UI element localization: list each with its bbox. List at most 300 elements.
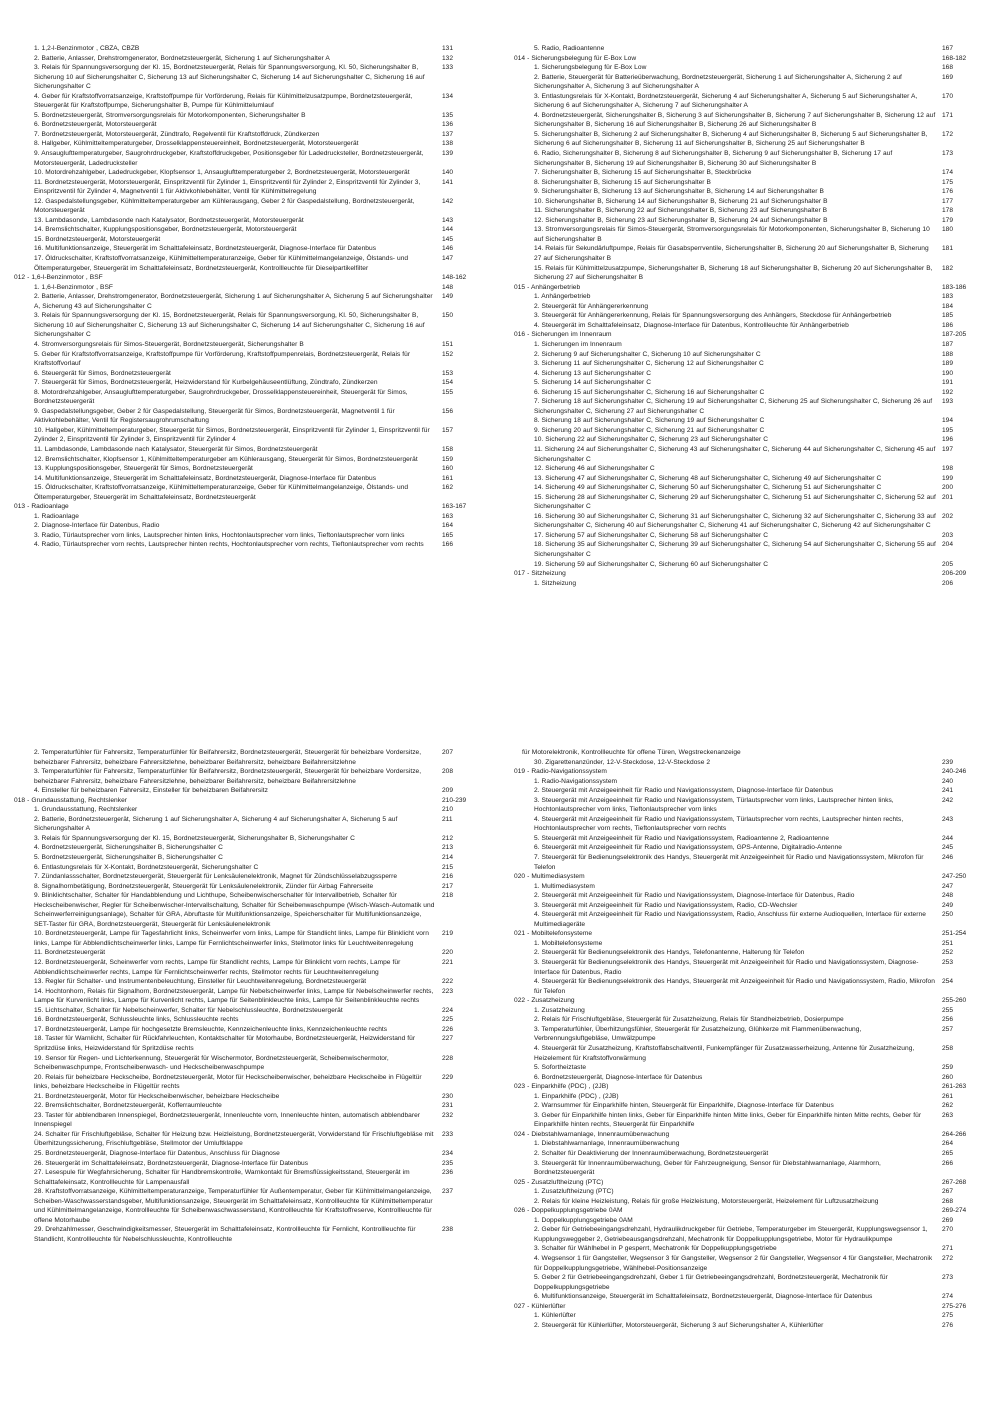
index-entry-row[interactable] bbox=[514, 483, 982, 493]
index-entry-row[interactable] bbox=[14, 483, 482, 502]
entry-page-number: 231 bbox=[442, 1102, 454, 1110]
entry-text: 5. Sofortheiztaste bbox=[534, 1064, 587, 1072]
index-entry-row[interactable] bbox=[14, 531, 482, 541]
entry-page-number: 137 bbox=[442, 130, 454, 138]
index-entry-row[interactable] bbox=[14, 149, 482, 168]
index-entry-row[interactable] bbox=[514, 843, 982, 853]
index-group-row[interactable] bbox=[514, 1130, 982, 1140]
index-entry-row[interactable] bbox=[14, 111, 482, 121]
entry-text: 30. Zigarettenanzünder, 12-V-Steckdose, 12-V-Steckdose 2 bbox=[534, 758, 711, 766]
index-entry-row[interactable] bbox=[14, 987, 482, 1006]
index-entry-row[interactable] bbox=[14, 197, 482, 216]
index-group-row[interactable] bbox=[514, 283, 982, 293]
entry-text: 11. Sicherungshalter B, Sicherung 22 auf Sicherungshalter B, Sicherung 23 auf Sicherungshalter B bbox=[534, 207, 828, 215]
entry-page-number: 219 bbox=[442, 930, 454, 938]
index-entry-row[interactable] bbox=[14, 540, 482, 550]
index-entry-row[interactable] bbox=[14, 1159, 482, 1169]
entry-page-number: 242 bbox=[942, 796, 954, 804]
index-group-row[interactable] bbox=[514, 1178, 982, 1188]
index-entry-row[interactable] bbox=[14, 1015, 482, 1025]
entry-text: 020 - Multimediasystem bbox=[514, 873, 585, 881]
index-entry-row[interactable] bbox=[514, 512, 982, 531]
entry-text: 12. Sicherung 46 auf Sicherungshalter C bbox=[534, 465, 655, 473]
entry-page-number: 213 bbox=[442, 844, 454, 852]
entry-text: 3. Relais für Spannungsversorgung der Kl. 15, Bordnetzsteuergerät, Relais für Spannungsversorgung, Kl. 50, Sicherungshalter B, Sicherung 10 auf Sicherungshalter C, Sicherung 13 auf Sicherungshalter C, Sicherung 14 auf Sicherungshalter C, Sicherung 16 auf Sicherungshalter C bbox=[34, 312, 425, 339]
index-entry-row[interactable] bbox=[14, 1006, 482, 1016]
index-entry-row[interactable] bbox=[514, 225, 982, 244]
index-entry-row[interactable] bbox=[514, 939, 982, 949]
index-entry-row[interactable] bbox=[14, 1111, 482, 1130]
entry-page-number: 180 bbox=[942, 226, 954, 234]
entry-text: 5. Radio, Radioantenne bbox=[534, 45, 605, 52]
index-entry-row[interactable] bbox=[14, 283, 482, 293]
index-entry-row[interactable] bbox=[514, 302, 982, 312]
entry-page-number: 268 bbox=[942, 1197, 954, 1205]
index-entry-row[interactable] bbox=[14, 977, 482, 987]
entry-text: 1. Diebstahlwarnanlage, Innenraumüberwachung bbox=[534, 1140, 680, 1148]
index-entry-row[interactable] bbox=[14, 168, 482, 178]
index-entry-row[interactable] bbox=[514, 340, 982, 350]
index-entry-row[interactable] bbox=[514, 311, 982, 321]
index-entry-row[interactable] bbox=[514, 1254, 982, 1273]
entry-page-number: 222 bbox=[442, 978, 454, 986]
index-entry-row[interactable] bbox=[514, 1187, 982, 1197]
entry-text: 2. Steuergerät für Kühlerlüfter, Motorsteuergerät, Sicherung 3 auf Sicherungshalter A, Kühlerlüfter bbox=[534, 1321, 824, 1329]
entry-page-number: 179 bbox=[942, 216, 954, 224]
index-entry-row[interactable] bbox=[514, 1273, 982, 1292]
index-entry-row[interactable] bbox=[514, 977, 982, 996]
entry-text: 11. Bordnetzsteuergerät, Motorsteuergerät, Einspritzventil für Zylinder 1, Einspritzventil für Zylinder 2, Einspritzventil für Zylinder 3, Einspritzventil für Zylinder 4, Magnetventil 1 für Aktivkohlebehälter, Ventil für Kühlmittelregelung bbox=[34, 178, 421, 196]
entry-text: 1. Zusatzluftheizung (PTC) bbox=[534, 1188, 614, 1196]
entry-text: 13. Lambdasonde, Lambdasonde nach Katalysator, Bordnetzsteuergerät, Motorsteuergerät bbox=[34, 216, 304, 224]
index-entry-row[interactable] bbox=[514, 531, 982, 541]
entry-text: 3. Temperaturfühler, Überhitzungsfühler, Steuergerät für Zusatzheizung, Glühkerze mit Flammenüberwachung, Verbrennungsluftgebläse, Umwälzpumpe bbox=[534, 1025, 862, 1043]
index-entry-row[interactable] bbox=[514, 777, 982, 787]
index-group-row[interactable] bbox=[514, 54, 982, 64]
index-entry-row[interactable] bbox=[514, 378, 982, 388]
entry-text: 2. Temperaturfühler für Fahrersitz, Temperaturfühler für Beifahrersitz, Bordnetzsteuergerät, Steuergerät für beheizbare Vordersitze, beheizbarer Fahrersitz, beheizbare Fahrersitzlehne, beheizbarer Beifahrersitz, beheizbare Beifahrersitzlehne bbox=[34, 749, 422, 766]
index-entry-row[interactable] bbox=[514, 168, 982, 178]
index-entry-row[interactable] bbox=[514, 63, 982, 73]
index-entry-row[interactable] bbox=[514, 73, 982, 92]
index-entry-row[interactable] bbox=[14, 1225, 482, 1244]
entry-page-number: 261-263 bbox=[942, 1083, 967, 1091]
index-entry-row[interactable] bbox=[514, 853, 982, 872]
index-entry-row[interactable] bbox=[14, 1149, 482, 1159]
entry-page-number: 255 bbox=[942, 1006, 954, 1014]
index-entry-row[interactable] bbox=[14, 225, 482, 235]
entry-text: 1. 1,2-l-Benzinmotor , CBZA, CBZB bbox=[34, 45, 140, 52]
index-entry-row[interactable] bbox=[514, 130, 982, 149]
entry-text: 3. Steuergerät mit Anzeigeeinheit für Radio und Navigationssystem, Radio, CD-Wechsler bbox=[534, 901, 798, 909]
entry-page-number: 210-239 bbox=[442, 796, 467, 804]
index-entry-row[interactable] bbox=[14, 929, 482, 948]
entry-text: 14. Multifunktionsanzeige, Steuergerät im Schalttafeleinsatz, Bordnetzsteuergerät, Diagnose-Interface für Datenbus bbox=[34, 474, 377, 482]
entry-page-number: 184 bbox=[942, 302, 954, 310]
index-entry-row[interactable] bbox=[14, 254, 482, 273]
entry-page-number: 142 bbox=[442, 197, 454, 205]
index-entry-row[interactable] bbox=[14, 882, 482, 892]
entry-page-number: 276 bbox=[942, 1321, 954, 1329]
index-entry-row[interactable] bbox=[514, 1225, 982, 1244]
entry-text: 1. Radio-Navigationssystem bbox=[534, 777, 618, 785]
index-group-row[interactable] bbox=[14, 273, 482, 283]
entry-text: 27. Lesespule für Wegfahrsicherung, Schalter für Handbremskontrolle, Warnkontakt für Bremsflüssigkeitsstand, Steuergerät im Schalttafeleinsatz, Kontrollleuchte für Lampenausfall bbox=[34, 1169, 410, 1186]
index-group-row[interactable] bbox=[514, 1206, 982, 1216]
entry-text: 12. Sicherungshalter B, Sicherung 23 auf Sicherungshalter B, Sicherung 24 auf Sicherungshalter B bbox=[534, 216, 828, 224]
entry-page-number: 134 bbox=[442, 92, 454, 100]
entry-text: 5. Sicherung 14 auf Sicherungshalter C bbox=[534, 379, 652, 387]
entry-page-number: 246 bbox=[942, 854, 954, 862]
entry-page-number: 221 bbox=[442, 959, 454, 967]
index-entry-row[interactable] bbox=[514, 321, 982, 331]
index-entry-row[interactable] bbox=[14, 388, 482, 407]
entry-page-number: 211 bbox=[442, 815, 453, 823]
entry-page-number: 163 bbox=[442, 512, 454, 520]
index-entry-row[interactable] bbox=[514, 111, 982, 130]
entry-page-number: 223 bbox=[442, 987, 454, 995]
index-entry-row[interactable] bbox=[14, 63, 482, 92]
entry-page-number: 240 bbox=[942, 777, 954, 785]
index-entry-row[interactable] bbox=[514, 1292, 982, 1302]
entry-page-number: 239 bbox=[942, 758, 954, 766]
entry-page-number: 194 bbox=[942, 417, 954, 425]
entry-text: 3. Steuergerät für Innenraumüberwachung, Geber für Fahrzeugneigung, Sensor für Diebstahlwarnanlage, Alarmhorn, Bordnetzsteuergerät bbox=[534, 1159, 881, 1177]
index-entry-row[interactable] bbox=[14, 891, 482, 929]
entry-page-number: 172 bbox=[942, 130, 954, 138]
entry-text: 11. Sicherung 24 auf Sicherungshalter C, Sicherung 43 auf Sicherungshalter C, Sicherung 44 auf Sicherungshalter C, Sicherung 45 auf Sicherungshalter C bbox=[534, 445, 936, 463]
index-entry-row[interactable] bbox=[514, 1044, 982, 1063]
entry-text: 16. Sicherung 30 auf Sicherungshalter C, Sicherung 31 auf Sicherungshalter C, Sicherung 32 auf Sicherungshalter C, Sicherung 33 auf Sicherungshalter C, Sicherung 40 auf Sicherungshalter C, Sicherung 41 auf Sicherungshalter C, Sicherung 42 auf Sicherungshalter C bbox=[534, 512, 936, 530]
entry-page-number: 202 bbox=[942, 512, 954, 520]
entry-page-number: 143 bbox=[442, 216, 454, 224]
entry-page-number: 241 bbox=[942, 787, 954, 795]
entry-text: 18. Sicherung 35 auf Sicherungshalter C, Sicherung 39 auf Sicherungshalter C, Sicherung 54 auf Sicherungshalter C, Sicherung 55 auf Sicherungshalter C bbox=[534, 541, 936, 558]
entry-text: 021 - Mobiltelefonsysteme bbox=[514, 930, 593, 938]
index-entry-row[interactable] bbox=[14, 216, 482, 226]
index-group-row[interactable] bbox=[514, 996, 982, 1006]
entry-page-number: 173 bbox=[942, 150, 954, 158]
index-entry-row[interactable] bbox=[14, 958, 482, 977]
index-entry-row[interactable] bbox=[514, 796, 982, 815]
index-entry-row[interactable] bbox=[514, 464, 982, 474]
index-entry-row[interactable] bbox=[514, 1073, 982, 1083]
index-entry-row[interactable] bbox=[514, 92, 982, 111]
index-entry-row[interactable] bbox=[514, 891, 982, 901]
index-entry-row[interactable] bbox=[514, 1321, 982, 1331]
index-entry-row[interactable] bbox=[14, 1025, 482, 1035]
index-entry-row[interactable] bbox=[14, 292, 482, 311]
index-entry-row[interactable] bbox=[514, 1197, 982, 1207]
entry-page-number: 185 bbox=[942, 312, 954, 320]
index-entry-row[interactable] bbox=[14, 767, 482, 786]
index-group-row[interactable] bbox=[514, 767, 982, 777]
index-entry-row[interactable] bbox=[14, 350, 482, 369]
index-entry-row[interactable] bbox=[14, 872, 482, 882]
index-entry-row[interactable] bbox=[14, 464, 482, 474]
index-entry-row[interactable] bbox=[514, 426, 982, 436]
index-entry-row[interactable] bbox=[514, 1006, 982, 1016]
index-group-row[interactable] bbox=[514, 569, 982, 579]
entry-text: 14. Hochtonhorn, Relais für Signalhorn, Bordnetzsteuergerät, Lampe für Nebelscheinwerfer links, Lampe für Nebelscheinwerfer rechts, Lampe für Kurvenlicht links, Lampe für Kurvenlicht rechts, Lampe für Seitenblinkleuchte links, Lampe für Seitenblinkleuchte rechts bbox=[34, 987, 434, 1005]
index-entry-row[interactable] bbox=[14, 1054, 482, 1073]
index-entry-row[interactable] bbox=[14, 521, 482, 531]
entry-page-number: 273 bbox=[942, 1274, 954, 1282]
entry-page-number: 193 bbox=[942, 398, 954, 406]
index-entry-row[interactable] bbox=[514, 1101, 982, 1111]
index-entry-row[interactable] bbox=[514, 815, 982, 834]
index-entry-row[interactable] bbox=[14, 1187, 482, 1225]
entry-text: 6. Multifunktionsanzeige, Steuergerät im Schalttafeleinsatz, Bordnetzsteuergerät, Diagnose-Interface für Datenbus bbox=[534, 1293, 873, 1301]
entry-page-number: 140 bbox=[442, 169, 454, 177]
entry-text: 4. Steuergerät für Zusatzheizung, Kraftstoffabschaltventil, Funkempfänger für Zusatzwasserheizung, Antenne für Zusatzheizung, Heizelement für Kraftstoffvorwärmung bbox=[534, 1044, 915, 1062]
entry-text: 4. Steuergerät im Schalttafeleinsatz, Diagnose-Interface für Datenbus, Kontrollleuchte für Anhängerbetrieb bbox=[534, 321, 849, 329]
index-entry-row[interactable] bbox=[514, 493, 982, 512]
index-entry-row[interactable] bbox=[514, 264, 982, 283]
index-entry-row[interactable] bbox=[14, 843, 482, 853]
entry-page-number: 132 bbox=[442, 54, 454, 62]
index-entry-row[interactable] bbox=[514, 1025, 982, 1044]
index-entry-row[interactable] bbox=[14, 311, 482, 340]
entry-page-number: 265 bbox=[942, 1149, 954, 1157]
entry-text: 4. Steuergerät mit Anzeigeeinheit für Radio und Navigationssystem, Radio, Anschluss für externe Audioquellen, Interface für externe Multimediageräte bbox=[534, 911, 926, 928]
index-entry-row[interactable] bbox=[514, 388, 982, 398]
index-entry-row[interactable] bbox=[14, 455, 482, 465]
index-entry-row[interactable] bbox=[514, 149, 982, 168]
index-entry-row[interactable] bbox=[14, 120, 482, 130]
entry-page-number: 267 bbox=[942, 1188, 954, 1196]
entry-text: 2. Sicherung 9 auf Sicherungshalter C, Sicherung 10 auf Sicherungshalter C bbox=[534, 350, 761, 358]
index-entry-row[interactable] bbox=[514, 910, 982, 929]
index-entry-row[interactable] bbox=[14, 1092, 482, 1102]
index-entry-row[interactable] bbox=[14, 853, 482, 863]
index-entry-row[interactable] bbox=[14, 863, 482, 873]
index-entry-row[interactable] bbox=[514, 44, 982, 54]
index-entry-row[interactable] bbox=[514, 197, 982, 207]
entry-page-number: 226 bbox=[442, 1025, 454, 1033]
index-entry-row[interactable] bbox=[14, 1034, 482, 1053]
entry-text: 1. Einparkhilfe (PDC) , (2JB) bbox=[534, 1092, 619, 1100]
entry-text: für Motorelektronik, Kontrollleuchte für offene Türen, Wegstreckenanzeige bbox=[522, 749, 741, 756]
entry-text: 6. Steuergerät für Simos, Bordnetzsteuergerät bbox=[34, 369, 171, 377]
index-entry-row[interactable] bbox=[14, 815, 482, 834]
index-entry-row[interactable] bbox=[514, 474, 982, 484]
index-entry-row[interactable] bbox=[514, 1015, 982, 1025]
entry-text: 16. Bordnetzsteuergerät, Schlussleuchte links, Schlussleuchte rechts bbox=[34, 1016, 239, 1024]
index-entry-row[interactable] bbox=[514, 187, 982, 197]
index-entry-row[interactable] bbox=[514, 1311, 982, 1321]
entry-text: 018 - Grundausstattung, Rechtslenker bbox=[14, 796, 128, 804]
entry-text: 7. Sicherungshalter B, Sicherung 15 auf Sicherungshalter B, Steckbrücke bbox=[534, 169, 752, 177]
index-entry-row[interactable] bbox=[14, 1168, 482, 1187]
index-group-row[interactable] bbox=[14, 796, 482, 806]
index-group-row[interactable] bbox=[14, 502, 482, 512]
index-entry-row[interactable] bbox=[14, 378, 482, 388]
entry-page-number: 244 bbox=[942, 834, 954, 842]
entry-page-number: 249 bbox=[942, 901, 954, 909]
entry-text: 12. Gaspedalstellungsgeber, Kühlmitteltemperaturgeber am Kühlerausgang, Geber 2 für Gaspedalstellung, Bordnetzsteuergerät, Motorsteuergerät bbox=[34, 197, 415, 215]
entry-page-number: 166 bbox=[442, 541, 454, 549]
entry-text: 1. Grundausstattung, Rechtslenker bbox=[34, 806, 138, 814]
entry-page-number: 218 bbox=[442, 892, 454, 900]
entry-page-number: 217 bbox=[442, 882, 454, 890]
entry-text: 3. Sicherung 11 auf Sicherungshalter C, Sicherung 12 auf Sicherungshalter C bbox=[534, 360, 764, 368]
index-entry-row[interactable] bbox=[14, 1101, 482, 1111]
index-entry-row[interactable] bbox=[514, 397, 982, 416]
entry-page-number: 203 bbox=[942, 531, 954, 539]
index-entry-row[interactable] bbox=[514, 958, 982, 977]
entry-page-number: 176 bbox=[942, 188, 954, 196]
entry-page-number: 169 bbox=[942, 73, 954, 81]
index-entry-row[interactable] bbox=[514, 445, 982, 464]
entry-text: 3. Geber für Einparkhilfe hinten links, Geber für Einparkhilfe hinten Mitte links, Geber für Einparkhilfe hinten Mitte rechts, Geber für Einparkhilfe hinten rechts, Steuergerät für Einparkhilfe bbox=[534, 1111, 922, 1129]
entry-text: 8. Sicherungshalter B, Sicherung 15 auf Sicherungshalter B bbox=[534, 178, 711, 186]
index-entry-row[interactable] bbox=[514, 1216, 982, 1226]
entry-page-number: 178 bbox=[942, 207, 954, 215]
index-entry-row[interactable] bbox=[514, 350, 982, 360]
index-entry-row[interactable] bbox=[514, 540, 982, 559]
index-entry-row[interactable] bbox=[514, 1063, 982, 1073]
index-entry-row[interactable] bbox=[514, 786, 982, 796]
index-entry-row[interactable] bbox=[14, 512, 482, 522]
index-entry-row[interactable] bbox=[14, 445, 482, 455]
entry-text: 2. Schalter für Deaktivierung der Innenraumüberwachung, Bordnetzsteuergerät bbox=[534, 1149, 769, 1157]
index-entry-row[interactable] bbox=[14, 948, 482, 958]
index-entry-row[interactable] bbox=[14, 92, 482, 111]
index-entry-row[interactable] bbox=[514, 359, 982, 369]
entry-page-number: 267-268 bbox=[942, 1178, 967, 1186]
index-entry-row[interactable] bbox=[14, 44, 482, 54]
index-entry-row[interactable] bbox=[14, 139, 482, 149]
index-entry-row[interactable] bbox=[14, 178, 482, 197]
index-entry-row[interactable] bbox=[514, 435, 982, 445]
index-entry-row[interactable] bbox=[14, 834, 482, 844]
entry-text: 14. Bremslichtschalter, Kupplungspositionsgeber, Bordnetzsteuergerät, Motorsteuergerät bbox=[34, 226, 297, 234]
index-entry-row[interactable] bbox=[514, 882, 982, 892]
entry-text: 28. Kraftstoffvorratsanzeige, Kühlmitteltemperaturanzeige, Temperaturfühler für Außentemperatur, Geber für Kühlmittelmangelanzeige, Scheiben-Waschwasserstandsgeber, Multifunktionsanzeige, Steuergerät im Schalttafeleinsatz, Kontrollleuchte für Kühlmitteltemperatur und Kühlmittelmangelanzeige, Kontrollleuchte für Scheibenwaschwasserstand, Kontrollleuchte für Kraftstoffreserve, Kontrollleuchte für offene Motorhaube bbox=[34, 1188, 433, 1224]
entry-page-number: 250 bbox=[942, 911, 954, 919]
index-entry-row[interactable] bbox=[514, 1244, 982, 1254]
index-group-row[interactable] bbox=[514, 1082, 982, 1092]
entry-page-number: 254 bbox=[942, 978, 954, 986]
index-entry-row[interactable] bbox=[514, 1159, 982, 1178]
entry-page-number: 171 bbox=[942, 111, 954, 119]
entry-page-number: 237 bbox=[442, 1188, 454, 1196]
entry-page-number: 215 bbox=[442, 863, 454, 871]
index-entry-row[interactable] bbox=[514, 579, 982, 589]
entry-text: 3. Steuergerät mit Anzeigeeinheit für Radio und Navigationssystem, Türlautsprecher vorn links, Lautsprecher hinten links, Hochtonlautsprecher vorn links, Tieftonlautsprecher vorn links bbox=[534, 796, 894, 814]
index-entry-row[interactable] bbox=[514, 292, 982, 302]
index-entry-row[interactable] bbox=[14, 369, 482, 379]
index-entry-row[interactable] bbox=[14, 805, 482, 815]
entry-text: 2. Steuergerät mit Anzeigeeinheit für Radio und Navigationssystem, Diagnose-Interface für Datenbus bbox=[534, 787, 834, 795]
index-entry-row[interactable] bbox=[14, 474, 482, 484]
index-entry-row[interactable] bbox=[514, 948, 982, 958]
entry-page-number: 138 bbox=[442, 140, 454, 148]
index-entry-row[interactable] bbox=[514, 1092, 982, 1102]
entry-page-number: 270 bbox=[942, 1226, 954, 1234]
index-entry-row[interactable] bbox=[14, 130, 482, 140]
entry-text: 026 - Doppelkupplungsgetriebe 0AM bbox=[514, 1207, 623, 1215]
entry-page-number: 188 bbox=[942, 350, 954, 358]
entry-page-number: 181 bbox=[942, 245, 954, 253]
index-entry-row[interactable] bbox=[514, 901, 982, 911]
entry-page-number: 196 bbox=[942, 436, 954, 444]
entry-page-number: 153 bbox=[442, 369, 454, 377]
index-entry-row[interactable] bbox=[514, 1111, 982, 1130]
entry-page-number: 163-167 bbox=[442, 503, 467, 511]
entry-page-number: 220 bbox=[442, 949, 454, 957]
index-entry-row[interactable] bbox=[514, 748, 982, 758]
index-entry-row[interactable] bbox=[14, 786, 482, 796]
entry-text: 3. Radio, Türlautsprecher vorn links, Lautsprecher hinten links, Hochtonlautsprecher vorn links, Tieftonlautsprecher vorn links bbox=[34, 531, 405, 539]
index-entry-row[interactable] bbox=[14, 54, 482, 64]
entry-page-number: 148-162 bbox=[442, 274, 467, 282]
index-entry-row[interactable] bbox=[14, 426, 482, 445]
entry-text: 1. 1,6-l-Benzinmotor , BSF bbox=[34, 283, 113, 291]
entry-text: 1. Zusatzheizung bbox=[534, 1006, 585, 1014]
entry-text: 15. Relais für Kühlmittelzusatzpumpe, Sicherungshalter B, Sicherung 18 auf Sicherungshalter B, Sicherung 20 auf Sicherungshalter B, Sicherung 27 auf Sicherungshalter B bbox=[534, 264, 933, 282]
index-entry-row[interactable] bbox=[14, 748, 482, 767]
index-entry-row[interactable] bbox=[514, 216, 982, 226]
index-entry-row[interactable] bbox=[14, 1073, 482, 1092]
index-entry-row[interactable] bbox=[514, 206, 982, 216]
index-group-row[interactable] bbox=[514, 1302, 982, 1312]
entry-text: 2. Steuergerät für Bedienungselektronik des Handys, Telefonantenne, Halterung für Telefon bbox=[534, 949, 805, 957]
entry-page-number: 168 bbox=[942, 64, 954, 72]
entry-text: 4. Steuergerät mit Anzeigeeinheit für Radio und Navigationssystem, Türlautsprecher vorn rechts, Lautsprecher hinten rechts, Hochtonlautsprecher vorn rechts, Tieftonlautsprecher vorn rechts bbox=[534, 815, 904, 833]
entry-page-number: 245 bbox=[942, 844, 954, 852]
index-entry-row[interactable] bbox=[14, 235, 482, 245]
index-entry-row[interactable] bbox=[514, 834, 982, 844]
entry-text: 24. Schalter für Frischluftgebläse, Schalter für Heizung bzw. Heizleistung, Bordnetzsteuergerät, Vorwiderstand für Frischluftgebläse mit Überhitzungssicherung, Frischluftgebläse, Stellmotor der Umluftklappe bbox=[34, 1130, 434, 1148]
index-entry-row[interactable] bbox=[14, 407, 482, 426]
entry-page-number: 264-266 bbox=[942, 1130, 967, 1138]
index-group-row[interactable] bbox=[514, 872, 982, 882]
entry-text: 012 - 1,6-l-Benzinmotor , BSF bbox=[14, 274, 103, 282]
entry-page-number: 149 bbox=[442, 293, 454, 301]
entry-text: 19. Sicherung 59 auf Sicherungshalter C, Sicherung 60 auf Sicherungshalter C bbox=[534, 560, 769, 568]
entry-page-number: 260 bbox=[942, 1073, 954, 1081]
column-right bbox=[500, 748, 1000, 1330]
entry-page-number: 243 bbox=[942, 815, 954, 823]
index-entry-row[interactable] bbox=[14, 244, 482, 254]
entry-text: 10. Sicherungshalter B, Sicherung 14 auf Sicherungshalter B, Sicherung 21 auf Sicherungshalter B bbox=[534, 197, 828, 205]
index-entry-row[interactable] bbox=[514, 178, 982, 188]
index-entry-row[interactable] bbox=[514, 244, 982, 263]
index-entry-row[interactable] bbox=[514, 560, 982, 570]
index-group-row[interactable] bbox=[514, 330, 982, 340]
index-entry-row[interactable] bbox=[514, 369, 982, 379]
entry-page-number: 159 bbox=[442, 455, 454, 463]
entry-page-number: 175 bbox=[942, 178, 954, 186]
index-group-row[interactable] bbox=[514, 929, 982, 939]
entry-page-number: 164 bbox=[442, 522, 454, 530]
entry-text: 16. Multifunktionsanzeige, Steuergerät im Schalttafeleinsatz, Bordnetzsteuergerät, Diagnose-Interface für Datenbus bbox=[34, 245, 377, 253]
entry-page-number: 187-205 bbox=[942, 331, 967, 339]
entry-text: 12. Bordnetzsteuergerät, Scheinwerfer vorn rechts, Lampe für Standlicht rechts, Lampe für Blinklicht vorn rechts, Lampe für Abblendlichtscheinwerfer rechts, Lampe für Fernlichtscheinwerfer rechts, Stellmotor rechts für Leuchtweitenregelung bbox=[34, 959, 401, 976]
index-entry-row[interactable] bbox=[514, 758, 982, 768]
index-entry-row[interactable] bbox=[14, 1130, 482, 1149]
index-entry-row[interactable] bbox=[14, 340, 482, 350]
index-entry-row[interactable] bbox=[514, 1149, 982, 1159]
entry-page-number: 236 bbox=[442, 1169, 454, 1177]
entry-text: 8. Sicherung 18 auf Sicherungshalter C, Sicherung 19 auf Sicherungshalter C bbox=[534, 417, 765, 425]
entry-page-number: 206 bbox=[942, 579, 954, 587]
index-entry-row[interactable] bbox=[514, 1139, 982, 1149]
index-entry-row[interactable] bbox=[514, 416, 982, 426]
entry-text: 3. Schalter für Wählhebel in P gesperrt, Mechatronik für Doppelkupplungsgetriebe bbox=[534, 1245, 777, 1253]
